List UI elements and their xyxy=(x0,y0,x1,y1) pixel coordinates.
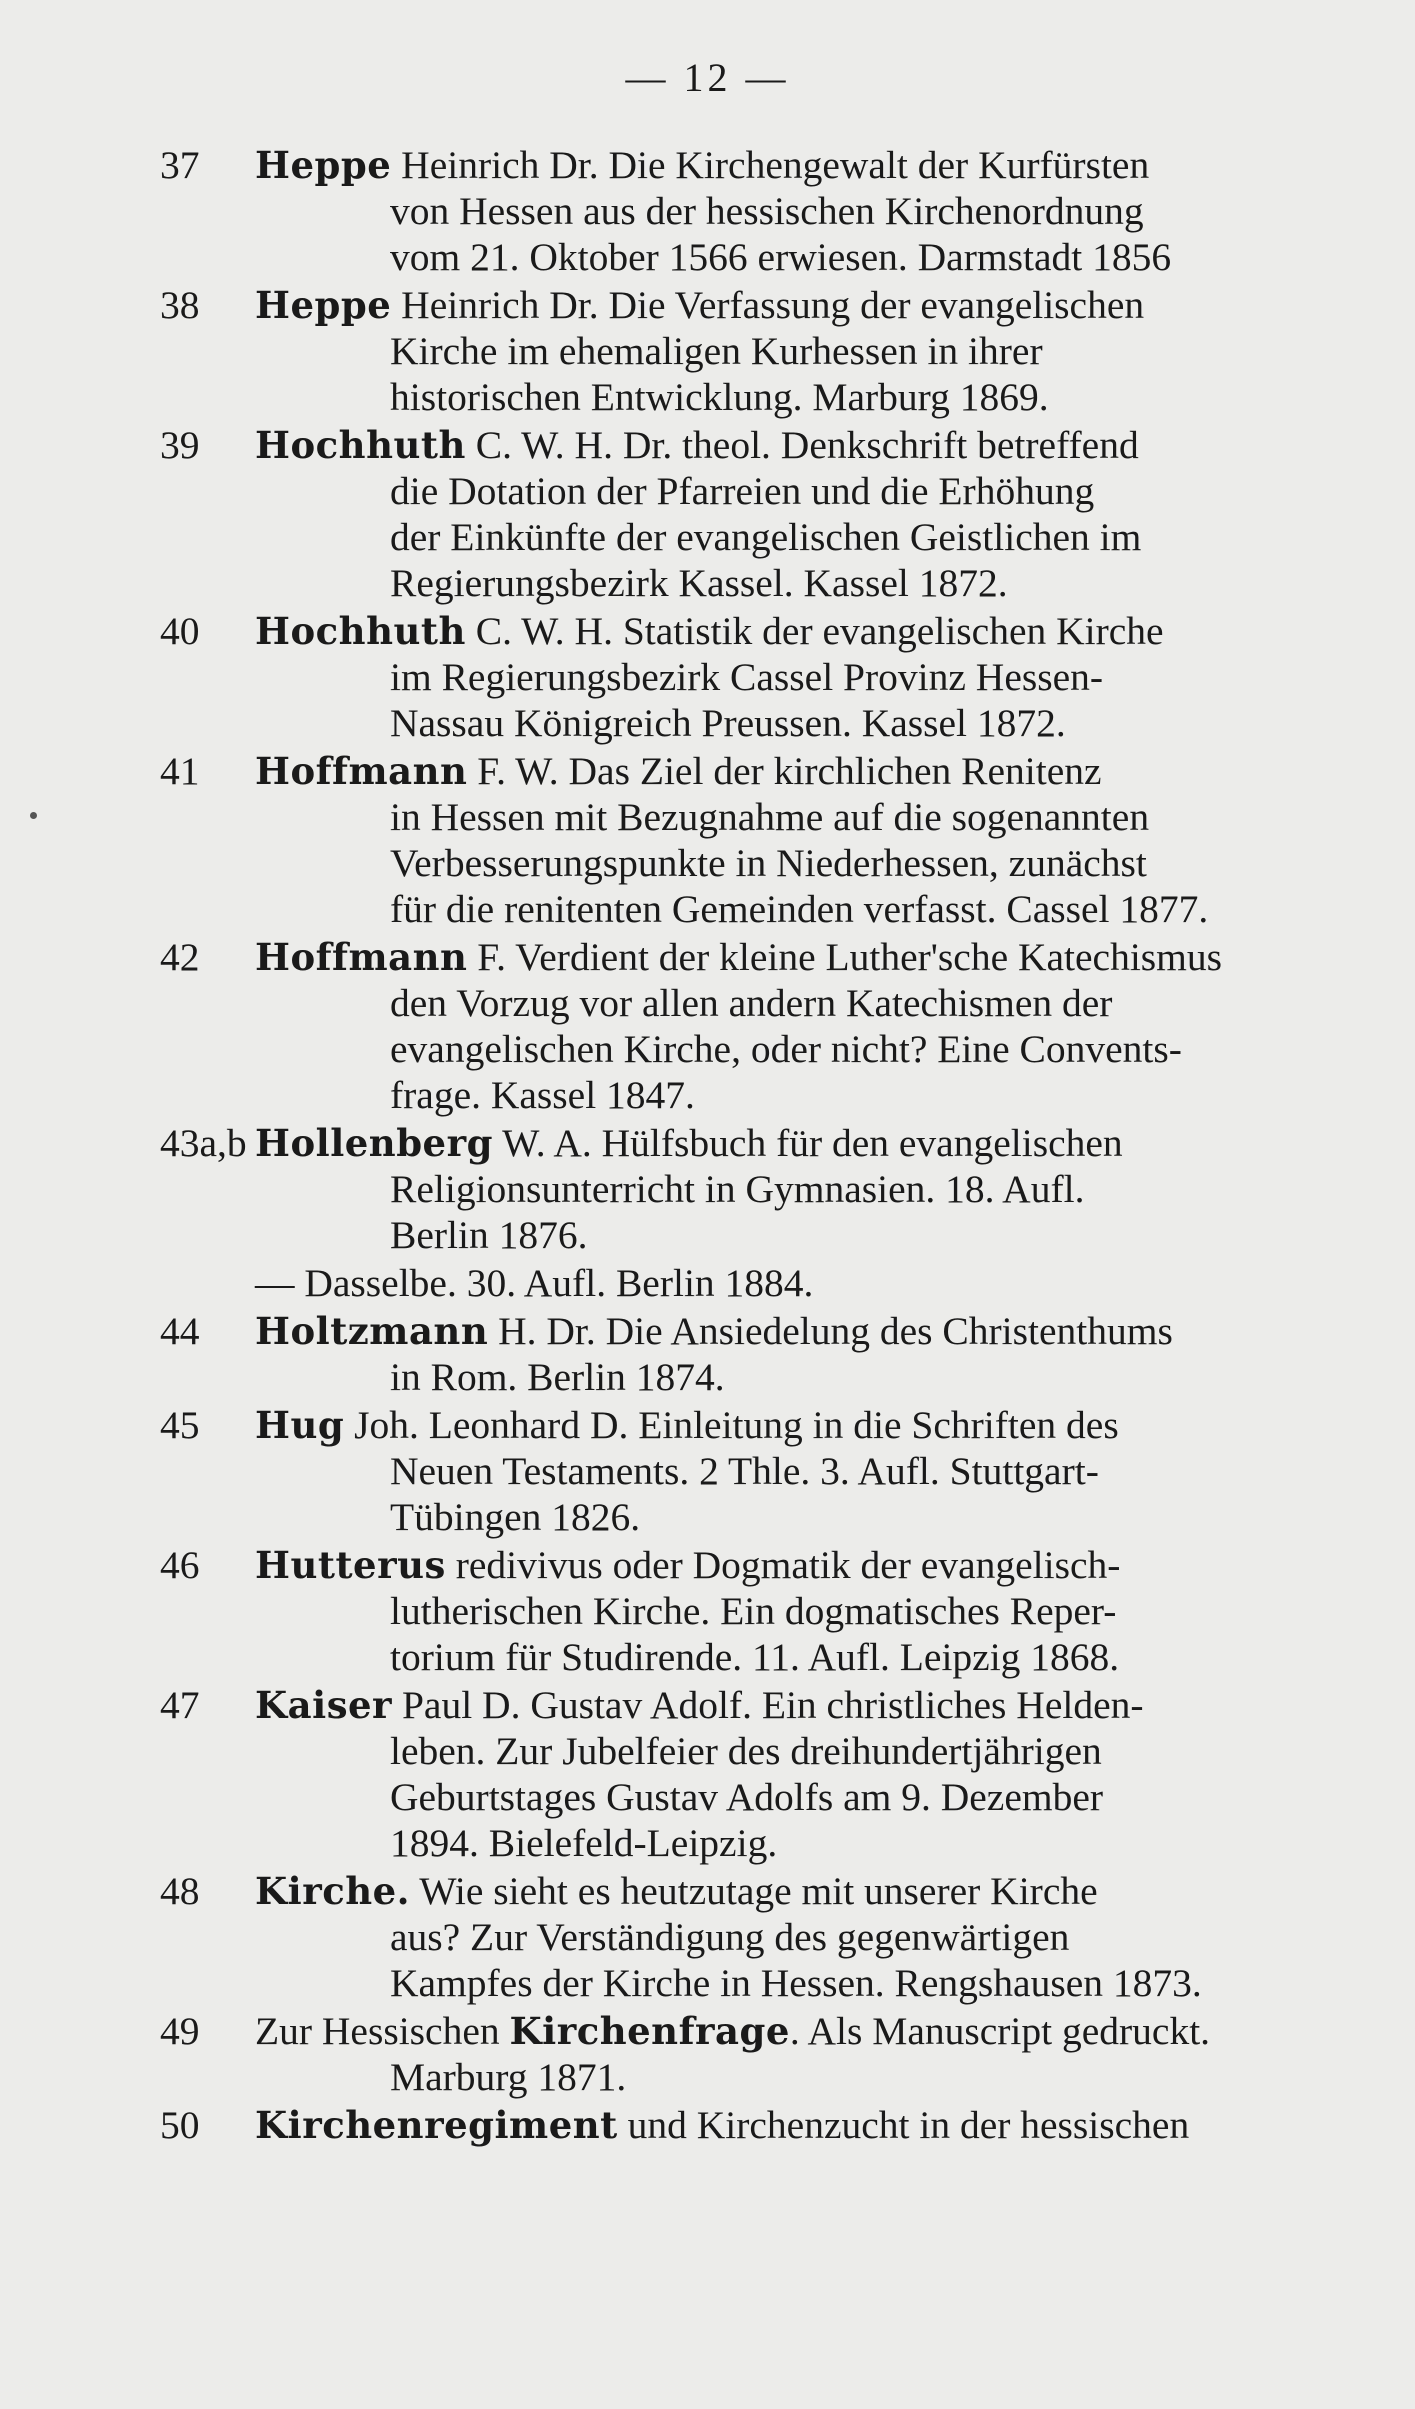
entry-prefix: Zur Hessischen xyxy=(255,2009,510,2053)
entry-text xyxy=(255,1402,1360,1540)
entry-author-name: Hochhuth xyxy=(255,609,466,653)
entry-continuation-line: Neuen Testaments. 2 Thle. 3. Aufl. Stuttgart- xyxy=(390,1449,1099,1493)
bibliography-entry xyxy=(160,1308,1360,1400)
entry-text xyxy=(255,1542,1360,1680)
bibliography-entry xyxy=(160,1260,1360,1306)
entry-continuation-line: torium für Studirende. 11. Aufl. Leipzig 1868. xyxy=(390,1635,1120,1679)
entry-continuation-line: den Vorzug vor allen andern Katechismen der xyxy=(390,981,1113,1025)
entry-text xyxy=(255,748,1360,932)
entry-continuation-line: Verbesserungspunkte in Niederhessen, zunächst xyxy=(390,841,1147,885)
entry-text xyxy=(255,934,1360,1118)
entry-continuation-line: Kirche im ehemaligen Kurhessen in ihrer xyxy=(390,329,1043,373)
entry-continuation-line: im Regierungsbezirk Cassel Provinz Hessen- xyxy=(390,655,1104,699)
bibliography-entry xyxy=(160,748,1360,932)
entry-author-name: Hoffmann xyxy=(255,749,468,793)
bibliography-entry xyxy=(160,934,1360,1118)
entry-text xyxy=(255,2008,1360,2100)
entry-author-name: Heppe xyxy=(255,283,392,327)
entry-continuation-line: von Hessen aus der hessischen Kirchenordnung xyxy=(390,189,1144,233)
entry-author-name: Hug xyxy=(255,1403,345,1447)
entry-number: 48 xyxy=(160,1869,200,1913)
bibliography-entry xyxy=(160,1868,1360,2006)
entry-number: 41 xyxy=(160,749,200,793)
entry-line-text: W. A. Hülfsbuch für den evangelischen xyxy=(492,1121,1123,1165)
entry-first-line xyxy=(255,1260,1360,1306)
entry-first-line xyxy=(255,1868,1360,1914)
entry-continuation-line: aus? Zur Verständigung des gegenwärtigen xyxy=(390,1915,1070,1959)
entry-continuation-line: Berlin 1876. xyxy=(390,1213,588,1257)
entry-first-line xyxy=(255,748,1360,794)
entry-line-text: H. Dr. Die Ansiedelung des Christenthums xyxy=(488,1309,1173,1353)
entry-number: 42 xyxy=(160,935,200,979)
bibliography-entry xyxy=(160,608,1360,746)
entry-continuation-line: der Einkünfte der evangelischen Geistlichen im xyxy=(390,515,1142,559)
bibliography-entry xyxy=(160,282,1360,420)
entry-text xyxy=(255,1260,1360,1306)
entry-line-text: C. W. H. Dr. theol. Denkschrift betreffend xyxy=(465,423,1139,467)
entry-continuation-line: Nassau Königreich Preussen. Kassel 1872. xyxy=(390,701,1066,745)
entry-line-text: Paul D. Gustav Adolf. Ein christliches Helden- xyxy=(392,1683,1144,1727)
entry-text xyxy=(255,142,1360,280)
bibliography-entry xyxy=(160,1120,1360,1258)
entry-continuation-line: in Hessen mit Bezugnahme auf die sogenannten xyxy=(390,795,1150,839)
entry-first-line xyxy=(255,1682,1360,1728)
entry-line-text: und Kirchenzucht in der hessischen xyxy=(617,2103,1190,2147)
entry-line-text: C. W. H. Statistik der evangelischen Kirche xyxy=(465,609,1164,653)
entry-line-text: redivivus oder Dogmatik der evangelisch- xyxy=(445,1543,1121,1587)
entry-continuation-line: 1894. Bielefeld-Leipzig. xyxy=(390,1821,778,1865)
entry-author-name: Hutterus xyxy=(255,1543,446,1587)
entry-first-line xyxy=(255,142,1360,188)
entry-author-name: Kirche. xyxy=(255,1869,411,1913)
entry-number: 47 xyxy=(160,1683,200,1727)
entry-text xyxy=(255,2102,1360,2148)
bibliography-entry xyxy=(160,1402,1360,1540)
entry-text xyxy=(255,282,1360,420)
entry-first-line xyxy=(255,282,1360,328)
entry-first-line xyxy=(255,1542,1360,1588)
entry-line-text: F. W. Das Ziel der kirchlichen Renitenz xyxy=(467,749,1102,793)
entry-author-name: Holtzmann xyxy=(255,1309,489,1353)
entry-number: 49 xyxy=(160,2009,200,2053)
bibliography-entry xyxy=(160,1682,1360,1866)
entry-first-line xyxy=(255,2102,1360,2148)
speck-mark xyxy=(30,812,37,819)
entry-text xyxy=(255,1308,1360,1400)
entry-text xyxy=(255,422,1360,606)
entry-continuation-line: frage. Kassel 1847. xyxy=(390,1073,695,1117)
bibliography-entry xyxy=(160,2008,1360,2100)
entry-first-line xyxy=(255,1402,1360,1448)
entry-continuation-line: Kampfes der Kirche in Hessen. Rengshausen 1873. xyxy=(390,1961,1202,2005)
entry-first-line xyxy=(255,1308,1360,1354)
entry-number: 40 xyxy=(160,609,200,653)
entry-first-line xyxy=(255,608,1360,654)
entry-continuation-line: für die renitenten Gemeinden verfasst. Cassel 1877. xyxy=(390,887,1209,931)
entry-continuation-line: lutherischen Kirche. Ein dogmatisches Reper- xyxy=(390,1589,1117,1633)
entry-continuation-line: in Rom. Berlin 1874. xyxy=(390,1355,725,1399)
entry-author-name: Hochhuth xyxy=(255,423,466,467)
bibliography-entry xyxy=(160,2102,1360,2148)
entry-number: 37 xyxy=(160,143,200,187)
entry-text xyxy=(255,608,1360,746)
entry-continuation-line: Tübingen 1826. xyxy=(390,1495,641,1539)
entry-author-name: Hoffmann xyxy=(255,935,468,979)
bibliography-entry xyxy=(160,1542,1360,1680)
entry-line-text: . Als Manuscript gedruckt. xyxy=(789,2009,1211,2053)
entry-continuation-line: Regierungsbezirk Kassel. Kassel 1872. xyxy=(390,561,1008,605)
entry-continuation-line: leben. Zur Jubelfeier des dreihundertjährigen xyxy=(390,1729,1102,1773)
entry-author-name: Kaiser xyxy=(255,1683,393,1727)
entry-continuation-line: evangelischen Kirche, oder nicht? Eine Convents- xyxy=(390,1027,1182,1071)
entry-number: 38 xyxy=(160,283,200,327)
entry-continuation-line: historischen Entwicklung. Marburg 1869. xyxy=(390,375,1049,419)
entry-line-text: F. Verdient der kleine Luther'sche Katechismus xyxy=(467,935,1223,979)
entry-first-line xyxy=(255,2008,1360,2054)
entry-author-name: Hollenberg xyxy=(255,1121,493,1165)
bibliography-entry xyxy=(160,422,1360,606)
entry-line-text: Heinrich Dr. Die Verfassung der evangelischen xyxy=(391,283,1145,327)
entry-number: 44 xyxy=(160,1309,200,1353)
bibliography-list xyxy=(160,142,1360,2150)
entry-text xyxy=(255,1682,1360,1866)
entry-text xyxy=(255,1868,1360,2006)
entry-line-text: Heinrich Dr. Die Kirchengewalt der Kurfürsten xyxy=(391,143,1150,187)
entry-author-name: Heppe xyxy=(255,143,392,187)
entry-continuation-line: Religionsunterricht in Gymnasien. 18. Aufl. xyxy=(390,1167,1085,1211)
page-number: — 12 — xyxy=(625,55,790,100)
entry-continuation-line: Marburg 1871. xyxy=(390,2055,627,2099)
entry-number: 45 xyxy=(160,1403,200,1447)
entry-number: 50 xyxy=(160,2103,200,2147)
entry-first-line xyxy=(255,1120,1360,1166)
entry-number: 46 xyxy=(160,1543,200,1587)
entry-author-name: Kirchenregiment xyxy=(255,2103,618,2147)
entry-continuation-line: Geburtstages Gustav Adolfs am 9. Dezember xyxy=(390,1775,1104,1819)
entry-author-name: Kirchenfrage xyxy=(509,2009,790,2053)
entry-first-line xyxy=(255,422,1360,468)
entry-text xyxy=(255,1120,1360,1258)
entry-line-text: — Dasselbe. 30. Aufl. Berlin 1884. xyxy=(255,1261,814,1305)
entry-number: 43a,b xyxy=(160,1121,247,1165)
entry-number: 39 xyxy=(160,423,200,467)
entry-first-line xyxy=(255,934,1360,980)
bibliography-entry xyxy=(160,142,1360,280)
entry-continuation-line: die Dotation der Pfarreien und die Erhöhung xyxy=(390,469,1095,513)
entry-line-text: Joh. Leonhard D. Einleitung in die Schriften des xyxy=(344,1403,1119,1447)
entry-line-text: Wie sieht es heutzutage mit unserer Kirche xyxy=(410,1869,1098,1913)
entry-continuation-line: vom 21. Oktober 1566 erwiesen. Darmstadt 1856 xyxy=(390,235,1172,279)
